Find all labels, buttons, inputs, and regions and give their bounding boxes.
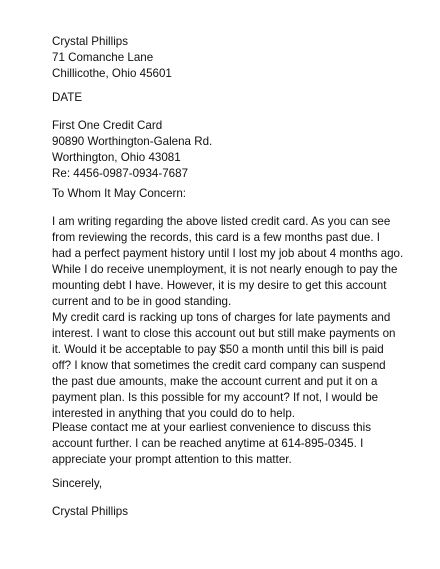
recipient-company: First One Credit Card [52,119,163,132]
letter-date [52,90,392,106]
paragraph-line: interested in anything that you could do to help. [52,407,295,420]
body-paragraph-3 [52,420,392,468]
signature-name: Crystal Phillips [52,505,129,518]
paragraph-line: appreciate your prompt attention to this matter. [52,453,292,466]
paragraph-line: the past due amounts, make the account current and put it on a [52,375,378,388]
body-paragraph-2 [52,310,396,422]
recipient-address [52,118,392,182]
sender-address [52,34,392,82]
paragraph-line: interest. I want to close this account out but still make payments on [52,327,396,340]
paragraph-line: from reviewing the records, this card is a few months past due. I [52,231,380,244]
salutation [52,186,392,202]
sender-name: Crystal Phillips [52,35,129,48]
paragraph-line: current and to be in good standing. [52,295,232,308]
paragraph-line: payment plan. Is this possible for my account? If not, I would be [52,391,379,404]
sender-street: 71 Comanche Lane [52,51,154,64]
paragraph-line: I am writing regarding the above listed credit card. As you can see [52,215,391,228]
recipient-street: 90890 Worthington-Galena Rd. [52,135,213,148]
closing-text: Sincerely, [52,477,103,490]
paragraph-line: off? I know that sometimes the credit card company can suspend [52,359,386,372]
recipient-city: Worthington, Ohio 43081 [52,151,181,164]
sender-city: Chillicothe, Ohio 45601 [52,67,172,80]
salutation-text: To Whom It May Concern: [52,187,187,200]
signature [52,504,392,520]
paragraph-line: account further. I can be reached anytime at 614-895-0345. I [52,437,364,450]
closing [52,476,392,492]
paragraph-line: Please contact me at your earliest convenience to discuss this [52,421,371,434]
paragraph-line: had a perfect payment history until I lost my job about 4 months ago. [52,247,404,260]
paragraph-line: My credit card is racking up tons of charges for late payments and [52,311,391,324]
reference-line: Re: 4456-0987-0934-7687 [52,167,189,180]
paragraph-line: While I do receive unemployment, it is not nearly enough to pay the [52,263,398,276]
body-paragraph-1 [52,214,404,310]
paragraph-line: mounting debt I have. However, it is my desire to get this account [52,279,387,292]
paragraph-line: it. Would it be acceptable to pay $50 a month until this bill is paid [52,343,384,356]
date-text: DATE [52,91,83,104]
